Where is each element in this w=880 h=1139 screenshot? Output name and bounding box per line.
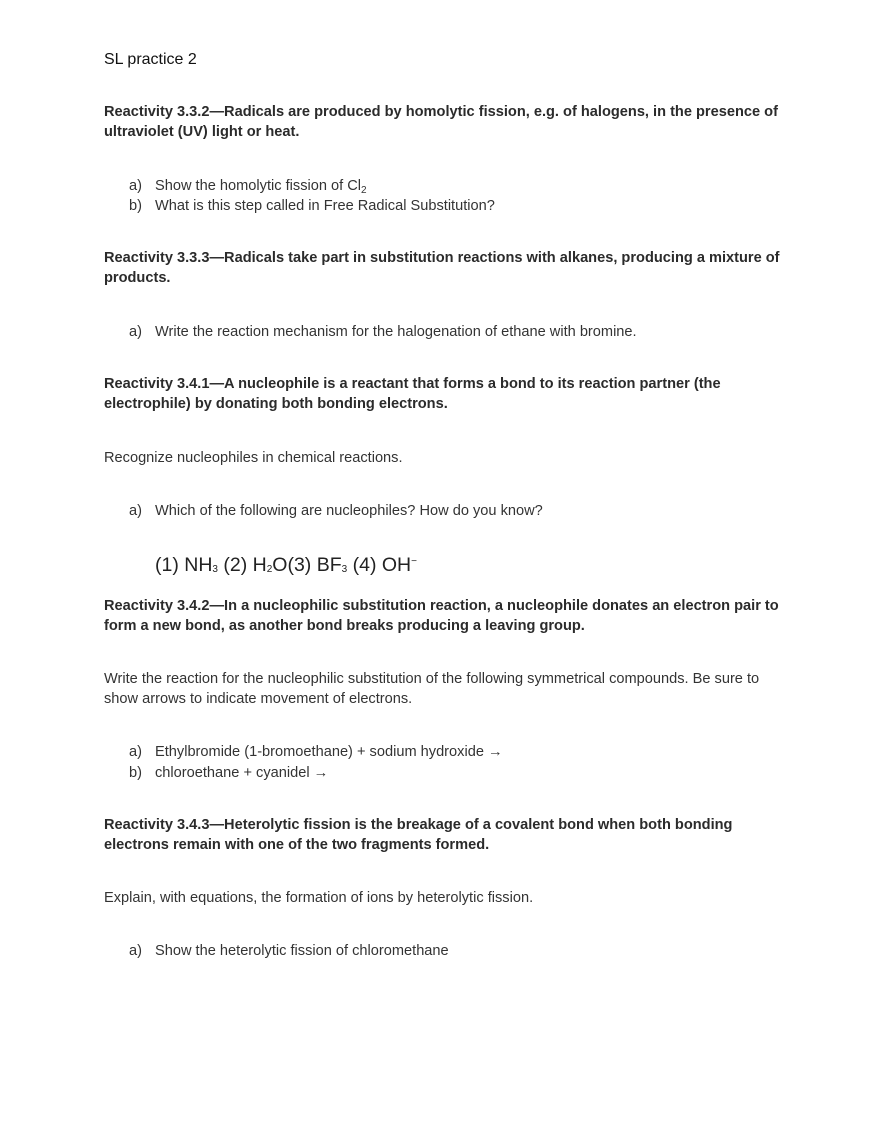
item-text: What is this step called in Free Radical Substitution? bbox=[155, 198, 495, 214]
section-intro: Recognize nucleophiles in chemical reactions. bbox=[104, 450, 403, 466]
item-label: b) bbox=[129, 198, 142, 214]
question-item bbox=[129, 742, 503, 762]
question-item bbox=[129, 322, 637, 342]
question-item bbox=[129, 501, 543, 521]
question-item bbox=[129, 196, 495, 216]
item-text: Write the reaction mechanism for the halogenation of ethane with bromine. bbox=[155, 324, 637, 340]
section-heading-3-4-2: Reactivity 3.4.2—In a nucleophilic substitution reaction, a nucleophile donates an electron pair to form a new bond, as another bond breaks producing a leaving group. bbox=[104, 598, 779, 634]
question-item bbox=[129, 763, 328, 783]
item-label: a) bbox=[129, 943, 142, 959]
item-label: b) bbox=[129, 765, 142, 781]
document-title: SL practice 2 bbox=[104, 51, 197, 68]
section-intro: Write the reaction for the nucleophilic substitution of the following symmetrical compounds. Be sure to show arrows to indicate movement of electrons. bbox=[104, 671, 760, 707]
section-intro: Explain, with equations, the formation of ions by heterolytic fission. bbox=[104, 890, 534, 906]
nucleophile-formula-list: (1) $NH_3$ (2) $H_2O(3)$ $BF_3$ (4) OH− bbox=[155, 554, 417, 576]
section-heading-3-3-2: Reactivity 3.3.2—Radicals are produced by homolytic fission, e.g. of halogens, in the presence of ultraviolet (UV) light or heat. bbox=[104, 104, 778, 140]
item-label: a) bbox=[129, 178, 142, 194]
section-heading-3-3-3: Reactivity 3.3.3—Radicals take part in substitution reactions with alkanes, producing a mixture of products. bbox=[104, 250, 780, 286]
item-text: Show the heterolytic fission of chloromethane bbox=[155, 943, 449, 959]
subscript: 2 bbox=[361, 185, 367, 196]
item-text: chloroethane + cyanidel → bbox=[155, 765, 329, 781]
item-label: a) bbox=[129, 744, 142, 760]
item-label: a) bbox=[129, 503, 142, 519]
section-heading-3-4-1: Reactivity 3.4.1—A nucleophile is a reactant that forms a bond to its reaction partner (the electrophile) by donating both bonding electrons. bbox=[104, 376, 721, 412]
item-text: Ethylbromide (1-bromoethane) + sodium hydroxide → bbox=[155, 744, 503, 760]
item-text: Which of the following are nucleophiles? How do you know? bbox=[155, 503, 543, 519]
section-heading-3-4-3: Reactivity 3.4.3—Heterolytic fission is the breakage of a covalent bond when both bonding electrons remain with one of the two fragments formed. bbox=[104, 817, 733, 853]
item-text: Show the homolytic fission of Cl bbox=[155, 178, 362, 194]
question-item bbox=[129, 941, 449, 961]
item-label: a) bbox=[129, 324, 142, 340]
